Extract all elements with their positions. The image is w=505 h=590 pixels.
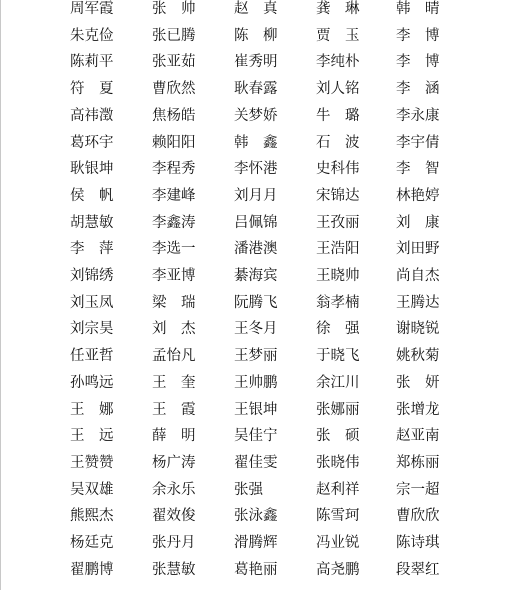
name-cell: 葛艳丽 bbox=[234, 561, 278, 578]
name-cell: 薛 明 bbox=[152, 428, 196, 445]
name-cell: 耿春露 bbox=[234, 81, 278, 98]
name-cell: 张 妍 bbox=[396, 374, 440, 391]
name-cell: 李永康 bbox=[396, 107, 440, 124]
name-cell: 周军霞 bbox=[70, 1, 114, 17]
name-cell: 翟鹏博 bbox=[70, 561, 114, 578]
name-cell: 翟佳雯 bbox=[234, 454, 278, 471]
name-cell: 李 智 bbox=[396, 161, 440, 178]
name-cell: 陈雪珂 bbox=[316, 508, 360, 525]
name-cell: 王帅鹏 bbox=[234, 374, 278, 391]
name-cell: 李亚博 bbox=[152, 268, 196, 284]
name-cell: 符 夏 bbox=[70, 81, 114, 98]
name-cell: 朱克俭 bbox=[70, 27, 114, 44]
name-cell: 葛环宇 bbox=[70, 134, 114, 151]
name-cell: 李 博 bbox=[396, 54, 440, 71]
name-cell: 余永乐 bbox=[152, 481, 196, 498]
name-cell: 郑栋丽 bbox=[396, 454, 440, 471]
name-cell: 赵亚南 bbox=[396, 428, 440, 445]
name-cell: 张强 bbox=[234, 481, 263, 498]
name-cell: 翁孝楠 bbox=[316, 294, 360, 311]
name-cell: 王浩阳 bbox=[316, 241, 360, 258]
name-cell: 张泳鑫 bbox=[234, 508, 278, 525]
name-cell: 李宇倩 bbox=[396, 134, 440, 151]
name-cell: 李鑫涛 bbox=[152, 214, 196, 231]
name-cell: 任亚哲 bbox=[70, 348, 114, 365]
name-cell: 谢晓锐 bbox=[396, 321, 440, 338]
name-cell: 李怀港 bbox=[234, 161, 278, 178]
name-cell: 王梦丽 bbox=[234, 348, 278, 365]
name-cell: 史科伟 bbox=[316, 161, 360, 178]
name-cell: 刘玉凤 bbox=[70, 294, 114, 311]
name-cell: 李选一 bbox=[152, 241, 196, 258]
name-cell: 刘锦绣 bbox=[70, 268, 114, 284]
name-cell: 刘人铭 bbox=[316, 81, 360, 98]
name-cell: 余江川 bbox=[316, 374, 360, 391]
name-cell: 张 硕 bbox=[316, 428, 360, 445]
name-cell: 孟怡凡 bbox=[152, 348, 196, 365]
name-cell: 潘港澳 bbox=[234, 241, 278, 258]
name-cell: 张丹月 bbox=[152, 535, 196, 551]
name-cell: 冯业锐 bbox=[316, 535, 360, 551]
name-cell: 崔秀明 bbox=[234, 54, 278, 71]
name-cell: 张已腾 bbox=[152, 27, 196, 44]
name-cell: 綦海宾 bbox=[234, 268, 278, 284]
name-cell: 王 霞 bbox=[152, 401, 196, 418]
name-cell: 王腾达 bbox=[396, 294, 440, 311]
name-cell: 李纯朴 bbox=[316, 54, 360, 71]
name-cell: 赵利祥 bbox=[316, 481, 360, 498]
name-cell: 杨廷克 bbox=[70, 535, 114, 551]
name-cell: 王 远 bbox=[70, 428, 114, 445]
name-cell: 于晓飞 bbox=[316, 348, 360, 365]
name-cell: 龚 琳 bbox=[316, 1, 360, 17]
name-cell: 韩 鑫 bbox=[234, 134, 278, 151]
name-cell: 翟效俊 bbox=[152, 508, 196, 525]
name-cell: 陈 柳 bbox=[234, 27, 278, 44]
name-cell: 吕佩锦 bbox=[234, 214, 278, 231]
name-cell: 王 娜 bbox=[70, 401, 114, 418]
name-cell: 韩 晴 bbox=[396, 1, 440, 17]
name-cell: 高祎澂 bbox=[70, 107, 114, 124]
name-cell: 李 博 bbox=[396, 27, 440, 44]
name-cell: 张 帅 bbox=[152, 1, 196, 17]
name-cell: 熊熙杰 bbox=[70, 508, 114, 525]
name-cell: 张增龙 bbox=[396, 401, 440, 418]
name-cell: 耿银坤 bbox=[70, 161, 114, 178]
name-cell: 陈诗琪 bbox=[396, 535, 440, 551]
name-cell: 牛 璐 bbox=[316, 107, 360, 124]
name-cell: 阮腾飞 bbox=[234, 294, 278, 311]
name-cell: 张慧敏 bbox=[152, 561, 196, 578]
name-cell: 刘田野 bbox=[396, 241, 440, 258]
name-cell: 王赞赞 bbox=[70, 454, 114, 471]
name-cell: 王银坤 bbox=[234, 401, 278, 418]
name-cell: 赵 真 bbox=[234, 1, 278, 17]
name-cell: 陈莉平 bbox=[70, 54, 114, 71]
name-cell: 赖阳阳 bbox=[152, 134, 196, 151]
name-cell: 吴双雄 bbox=[70, 481, 114, 498]
name-cell: 曹欣欣 bbox=[396, 508, 440, 525]
name-cell: 石 波 bbox=[316, 134, 360, 151]
name-cell: 李 萍 bbox=[70, 241, 114, 258]
name-cell: 刘 康 bbox=[396, 214, 440, 231]
name-cell: 徐 强 bbox=[316, 321, 360, 338]
name-cell: 杨广涛 bbox=[152, 454, 196, 471]
name-cell: 梁 瑞 bbox=[152, 294, 196, 311]
name-cell: 曹欣然 bbox=[152, 81, 196, 98]
name-cell: 张亚茹 bbox=[152, 54, 196, 71]
name-cell: 林艳婷 bbox=[396, 187, 440, 204]
name-cell: 张娜丽 bbox=[316, 401, 360, 418]
name-cell: 吴佳宁 bbox=[234, 428, 278, 445]
name-cell: 尚自杰 bbox=[396, 268, 440, 284]
name-cell: 滑腾辉 bbox=[234, 535, 278, 551]
name-cell: 段翠红 bbox=[396, 561, 440, 578]
name-cell: 孙鸣远 bbox=[70, 374, 114, 391]
name-cell: 刘 杰 bbox=[152, 321, 196, 338]
name-cell: 侯 帆 bbox=[70, 187, 114, 204]
name-cell: 王 奎 bbox=[152, 374, 196, 391]
name-cell: 姚秋菊 bbox=[396, 348, 440, 365]
name-cell: 焦杨皓 bbox=[152, 107, 196, 124]
name-cell: 刘宗昊 bbox=[70, 321, 114, 338]
name-cell: 刘月月 bbox=[234, 187, 278, 204]
name-cell: 关梦娇 bbox=[234, 107, 278, 124]
name-cell: 宗一超 bbox=[396, 481, 440, 498]
name-cell: 张晓伟 bbox=[316, 454, 360, 471]
name-cell: 宋锦达 bbox=[316, 187, 360, 204]
name-cell: 王冬月 bbox=[234, 321, 278, 338]
name-cell: 李程秀 bbox=[152, 161, 196, 178]
name-cell: 高尧鹏 bbox=[316, 561, 360, 578]
name-cell: 贾 玉 bbox=[316, 27, 360, 44]
name-cell: 王晓帅 bbox=[316, 268, 360, 284]
name-cell: 王孜丽 bbox=[316, 214, 360, 231]
name-cell: 李 涵 bbox=[396, 81, 440, 98]
name-cell: 李建峰 bbox=[152, 187, 196, 204]
name-cell: 胡慧敏 bbox=[70, 214, 114, 231]
